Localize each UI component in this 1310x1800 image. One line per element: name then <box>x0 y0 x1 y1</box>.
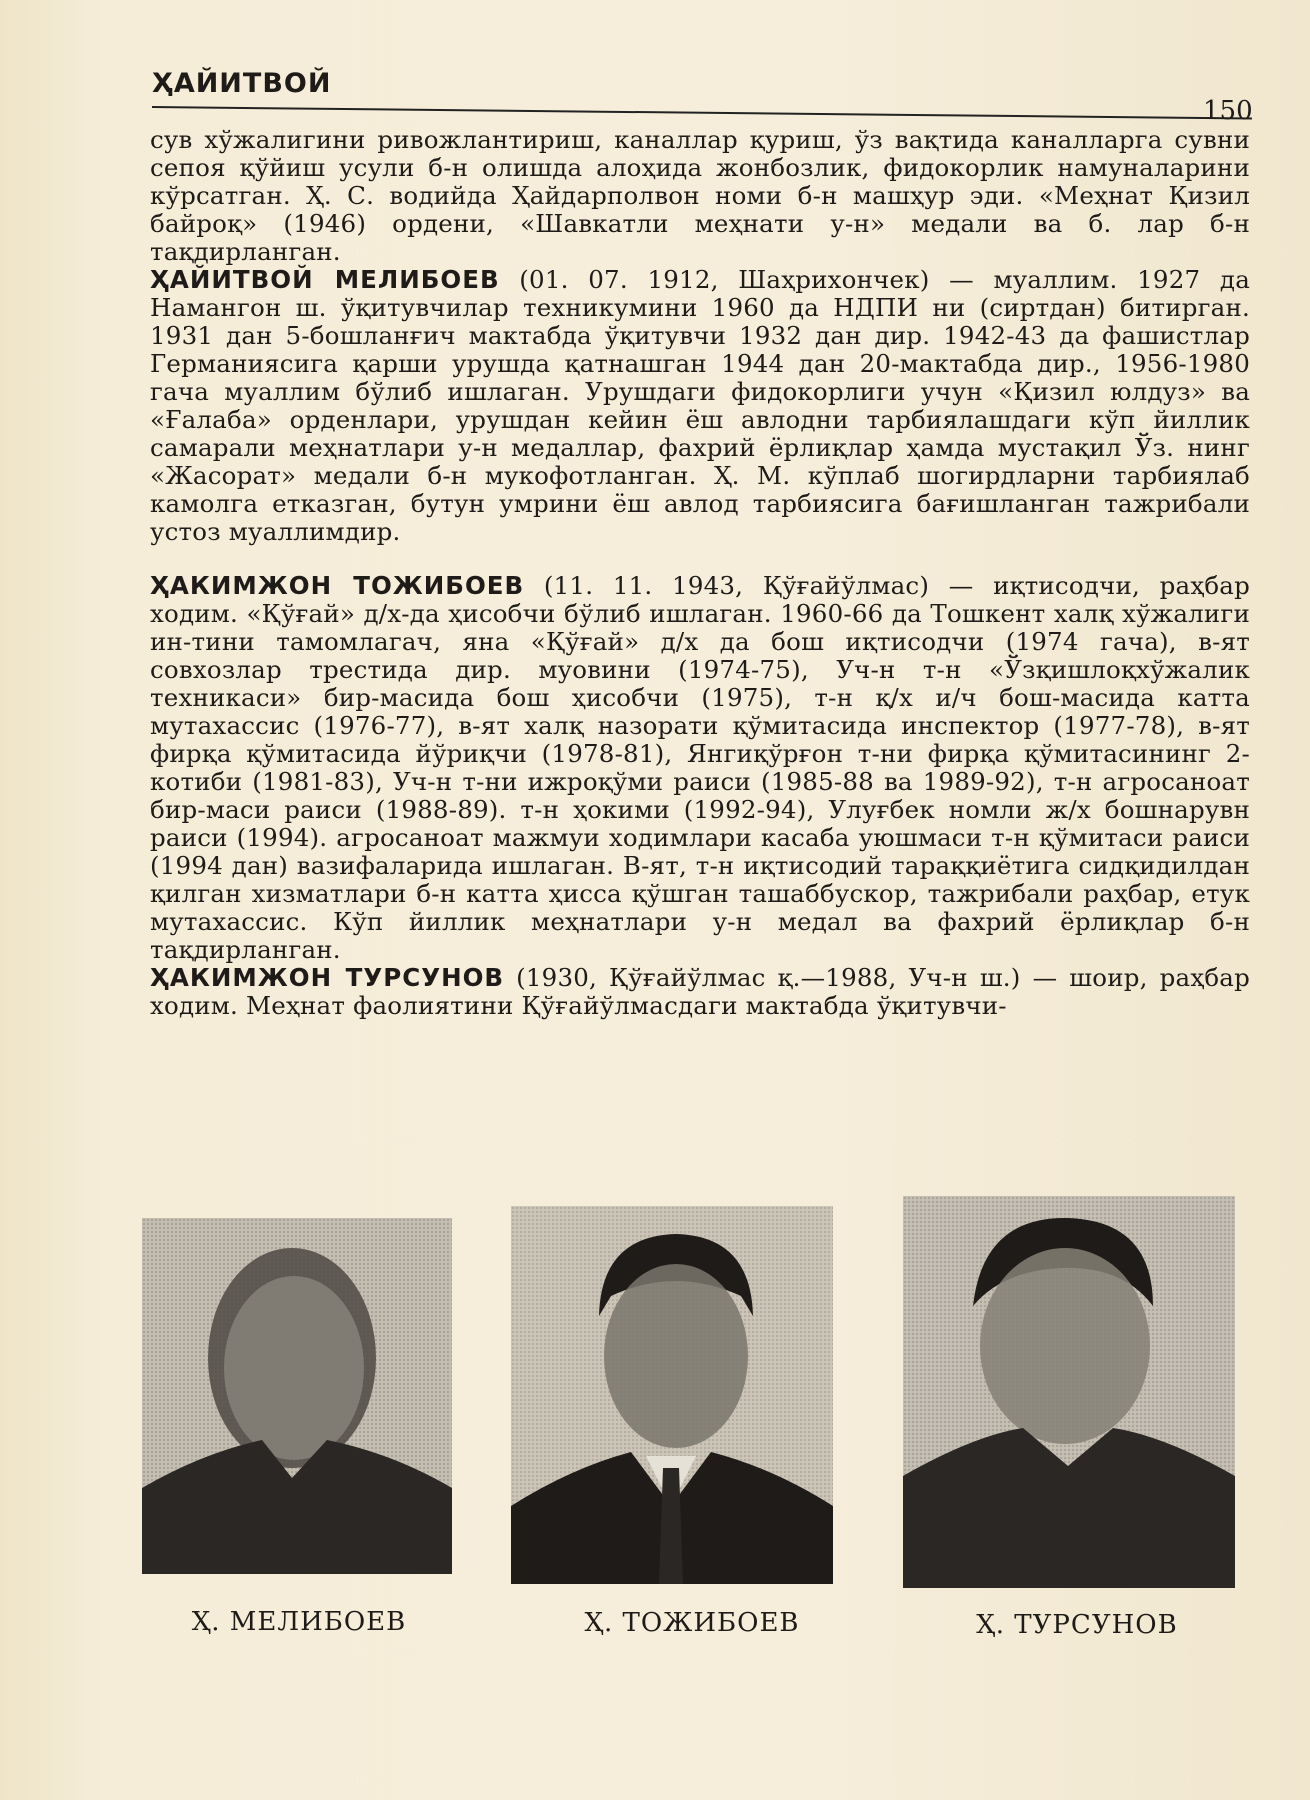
header-rule <box>152 106 1252 120</box>
entry-text: (11. 11. 1943, Қўғайўлмас) — иқтисодчи, раҳбар ходим. «Қўғай» д/х-да ҳисобчи бўлиб ишлаган. 1960-66 да Тошкент халқ хўжалиги ин-тини тамомлагач, яна «Қўғай» д/х да бош иқтисодчи (1974 гача), в-ят совхозлар трестида дир. муовини (1974-75), Уч-н т-н «Ўзқишлоқхўжалик техникаси» бир-масида бош ҳисобчи (1975), т-н қ/х и/ч бош-масида катта мутахассис (1976-77), в-ят халқ назорати қўмитасида инспектор (1977-78), в-ят фирқа қўмитасида йўриқчи (1978-81), Янгиқўрғон т-ни фирқа қўмитасининг 2-котиби (1981-83), Уч-н т-ни ижроқўми раиси (1985-88 ва 1989-92), т-н агросаноат бир-маси раиси (1988-89). т-н ҳокими (1992-94), Улуғбек номли ж/х бошнарувн раиси (1994). агросаноат мажмуи ходимлари касаба уюшмаси т-н қўмитаси раиси (1994 дан) вазифаларида ишлаган. В-ят, т-н иқтисодий тараққиётига сидқидилдан қилган хизматлари б-н катта ҳисса қўшган ташаббускор, тажрибали раҳбар, етук мутахассис. Кўп йиллик меҳнатлари у-н медал ва фахрий ёрлиқлар б-н тақдирланган. <box>150 571 1250 964</box>
entry-text: (1930, Қўғайўлмас қ.—1988, Уч-н ш.) — шоир, раҳбар ходим. Меҳнат фаолиятини Қўғайўлмасдаги мактабда ўқитувчи- <box>150 963 1250 1020</box>
entry-tursunov <box>150 964 1250 1020</box>
portrait-photo-tursunov <box>903 1196 1235 1588</box>
entry-melibboev <box>150 266 1250 546</box>
article-body <box>150 126 1250 1020</box>
photo-caption: Ҳ. ТУРСУНОВ <box>976 1610 1178 1640</box>
portrait-photo-melibboev <box>142 1218 452 1574</box>
intro-paragraph: сув хўжалигини ривожлантириш, каналлар қуриш, ўз вақтида каналларга сувни сепоя қўйиш усули б-н олишда алоҳида жонбозлик, фидокорлик намуналарини кўрсатган. Ҳ. С. водийда Ҳайдарполвон номи б-н машҳур эди. «Меҳнат Қизил байроқ» (1946) ордени, «Шавкатли меҳнати у-н» медали ва б. лар б-н тақдирланган. <box>150 125 1250 266</box>
entry-text: (01. 07. 1912, Шаҳрихончек) — муаллим. 1927 да Намангон ш. ўқитувчилар техникумини 1960 да НДПИ ни (сиртдан) битирган. 1931 дан 5-бошланғич мактабда ўқитувчи 1932 дан дир. 1942-43 да фашистлар Германиясига қарши урушда қатнашган 1944 дан 20-мактабда дир., 1956-1980 гача муаллим бўлиб ишлаган. Урушдаги фидокорлиги учун «Қизил юлдуз» ва «Ғалаба» орденлари, урушдан кейин ёш авлодни тарбиялашдаги кўп йиллик самарали меҳнатлари у-н медаллар, фахрий ёрлиқлар ҳамда мустақил Ўз. нинг «Жасорат» медали б-н мукофотланган. Ҳ. М. кўплаб шогирдларни тарбиялаб камолга етказган, бутун умрини ёш авлод тарбиясига бағишланган тажрибали устоз муаллимдир. <box>150 265 1250 546</box>
entry-name: ҲАКИМЖОН ТОЖИБОЕВ <box>150 571 525 600</box>
running-head: ҲАЙИТВОЙ <box>152 68 332 99</box>
portrait-photo-tozhiboev <box>511 1206 833 1584</box>
entry-name: ҲАЙИТВОЙ МЕЛИБОЕВ <box>150 265 500 294</box>
entry-tozhiboev <box>150 572 1250 964</box>
entry-name: ҲАКИМЖОН ТУРСУНОВ <box>150 963 505 992</box>
page-number: 150 <box>1203 96 1253 126</box>
photo-caption: Ҳ. МЕЛИБОЕВ <box>191 1607 407 1637</box>
page-header <box>152 68 1252 108</box>
photo-caption: Ҳ. ТОЖИБОЕВ <box>584 1608 800 1638</box>
